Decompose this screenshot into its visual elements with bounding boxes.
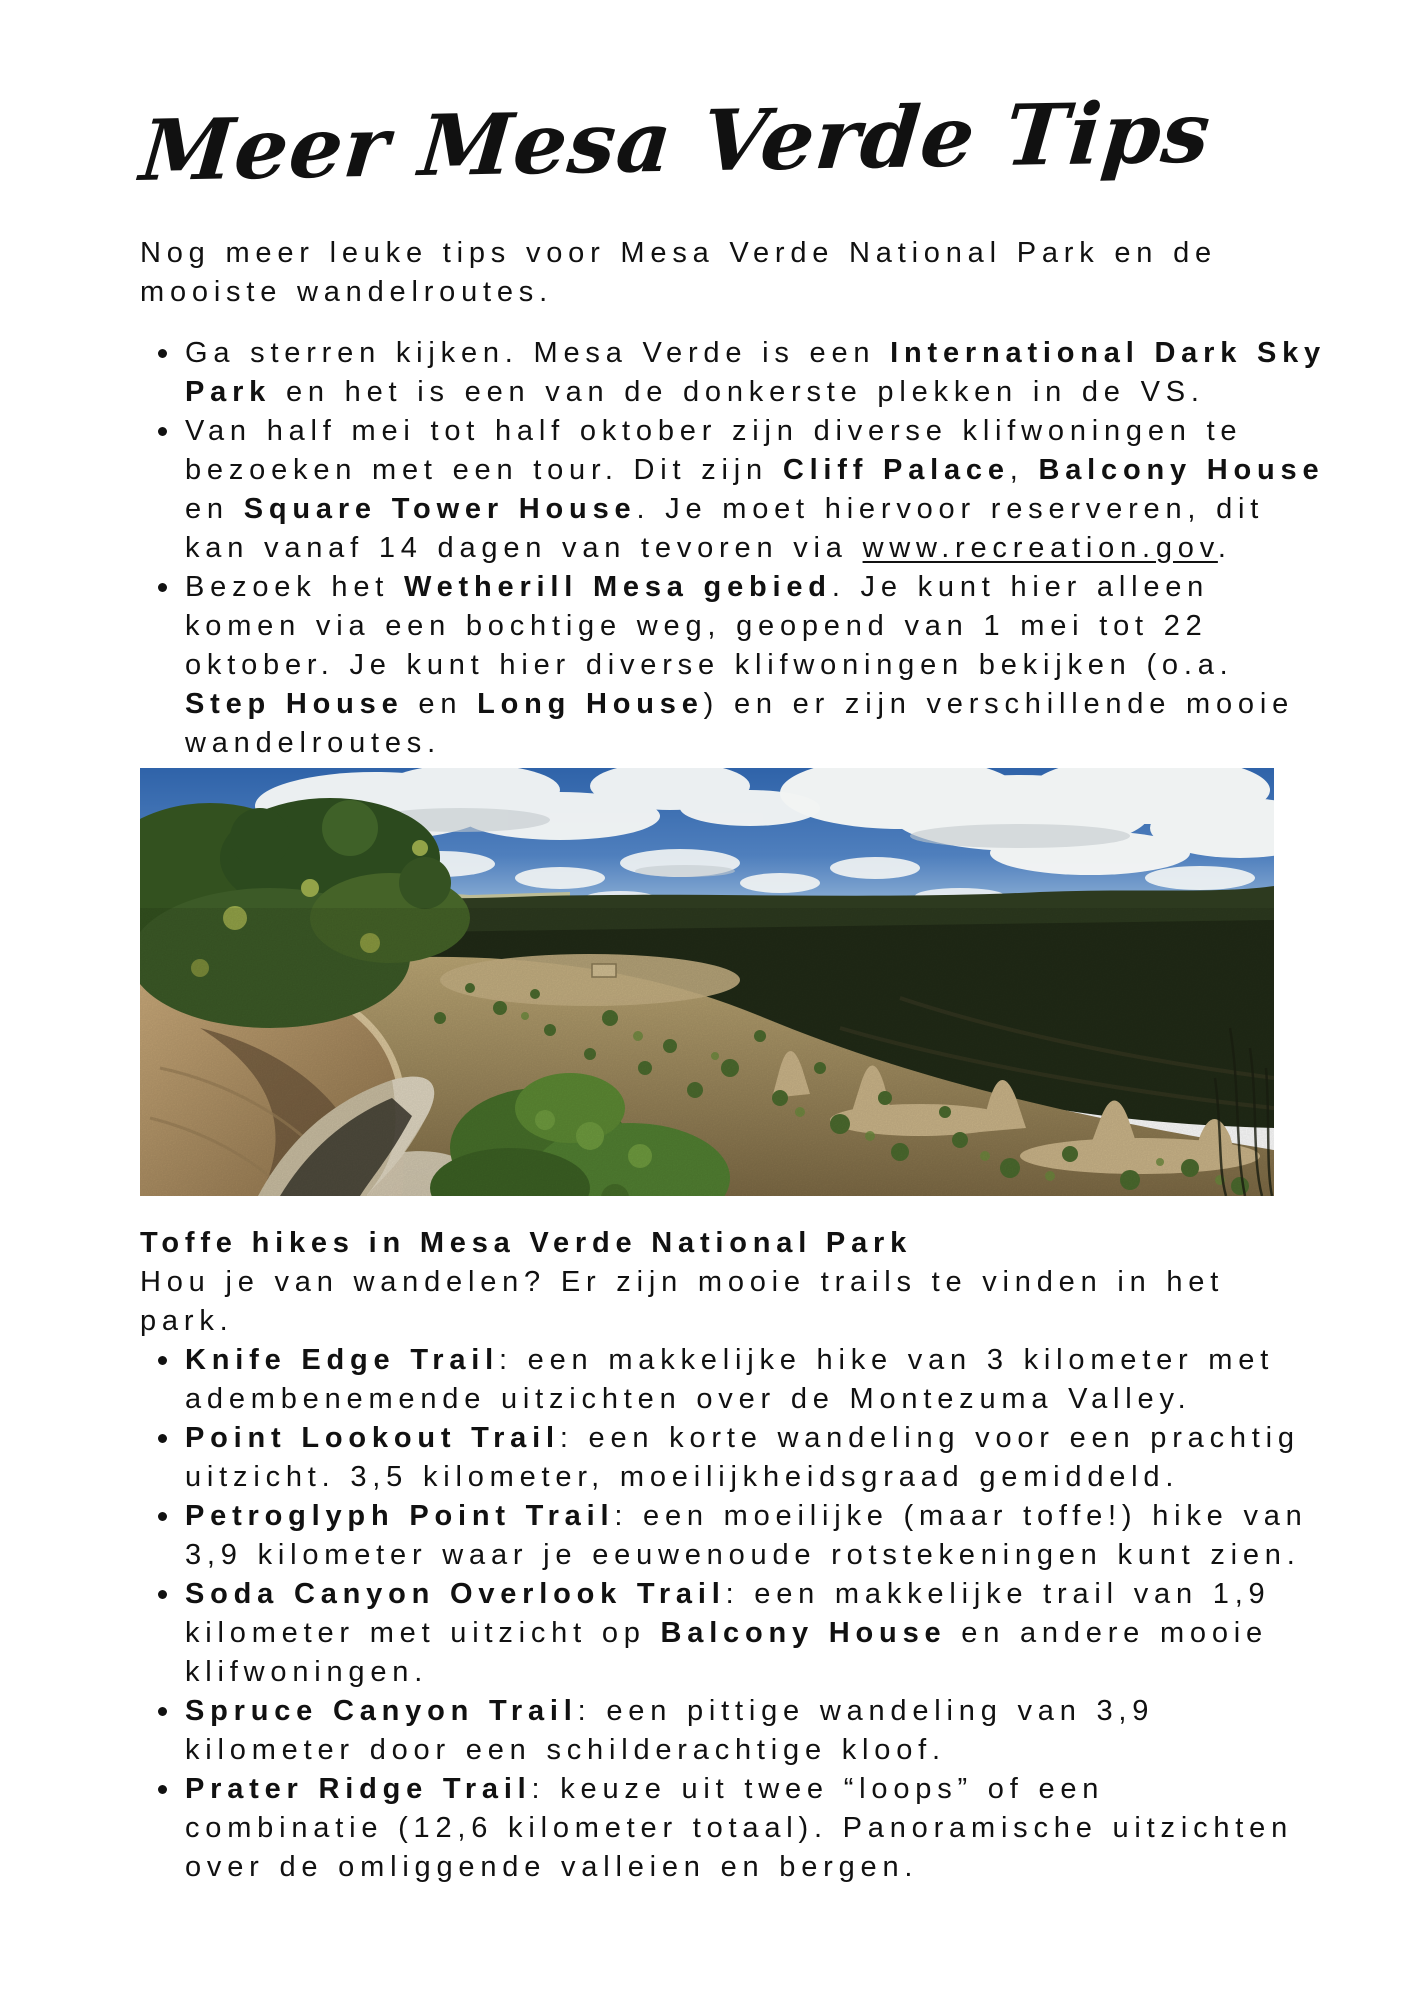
text-line: mooiste wandelroutes.	[140, 276, 553, 308]
text-segment: ) en er zijn verschillende mooie	[703, 688, 1294, 720]
trail-name: Petroglyph Point Trail	[185, 1500, 615, 1532]
highlight-text: Step House	[185, 688, 404, 720]
tip-item	[185, 568, 1294, 763]
text-segment: Van half mei tot half oktober zijn diverse klifwoningen te	[185, 415, 1243, 447]
text-segment: over de omliggende valleien en bergen.	[185, 1851, 919, 1883]
text-segment: . Je moet hiervoor reserveren, dit	[636, 493, 1265, 525]
text-segment: : een moeilijke (maar toffe!) hike van	[614, 1500, 1308, 1532]
text-line: park.	[140, 1305, 234, 1337]
text-segment: komen via een bochtige weg, geopend van 1 mei tot 22	[185, 610, 1208, 642]
text-segment: 3,9 kilometer waar je eeuwenoude rotstekeningen kunt zien.	[185, 1539, 1301, 1571]
recreation-gov-link[interactable]: www.recreation.gov	[862, 532, 1218, 564]
highlight-text: Long House	[477, 688, 704, 720]
trail-item	[185, 1341, 1274, 1419]
text-segment: Bezoek het	[185, 571, 404, 603]
text-segment: .	[1217, 532, 1232, 564]
text-line: Nog meer leuke tips voor Mesa Verde National Park en de	[140, 237, 1217, 269]
trail-name: Soda Canyon Overlook Trail	[185, 1578, 726, 1610]
text-segment: : keuze uit twee “loops” of een	[531, 1773, 1105, 1805]
hikes-heading: Toffe hikes in Mesa Verde National Park	[140, 1227, 913, 1259]
text-line: Hou je van wandelen? Er zijn mooie trails te vinden in het	[140, 1266, 1225, 1298]
tip-item	[185, 412, 1325, 568]
text-segment: : een makkelijke trail van 1,9	[725, 1578, 1271, 1610]
trail-item	[185, 1692, 1274, 1770]
text-segment: en	[403, 688, 478, 720]
trail-name: Spruce Canyon Trail	[185, 1695, 578, 1727]
text-segment: klifwoningen.	[185, 1656, 429, 1688]
trail-name: Knife Edge Trail	[185, 1344, 499, 1376]
text-segment: combinatie (12,6 kilometer totaal). Panoramische uitzichten	[185, 1812, 1294, 1844]
text-segment: : een makkelijke hike van 3 kilometer met	[498, 1344, 1275, 1376]
text-segment: kilometer door een schilderachtige kloof.	[185, 1734, 946, 1766]
text-segment: : een korte wandeling voor een prachtig	[559, 1422, 1300, 1454]
hikes-intro	[140, 1263, 1274, 1341]
text-segment: . Je kunt hier alleen	[831, 571, 1210, 603]
text-segment: bezoeken met een tour. Dit zijn	[185, 454, 783, 486]
trail-item	[185, 1575, 1274, 1692]
highlight-text: Square Tower House	[243, 493, 637, 525]
text-segment: wandelroutes.	[185, 727, 441, 759]
highlight-text: Wetherill Mesa gebied	[403, 571, 832, 603]
trail-item	[185, 1497, 1308, 1575]
highlight-text: Cliff Palace	[782, 454, 1010, 486]
text-segment: kilometer met uitzicht op	[185, 1617, 661, 1649]
intro-paragraph	[140, 234, 1274, 312]
text-segment: : een pittige wandeling van 3,9	[577, 1695, 1155, 1727]
text-segment: uitzicht. 3,5 kilometer, moeilijkheidsgraad gemiddeld.	[185, 1461, 1180, 1493]
highlight-text: International Dark Sky	[890, 337, 1326, 369]
text-segment: Ga sterren kijken. Mesa Verde is een	[185, 337, 891, 369]
trail-name: Point Lookout Trail	[185, 1422, 560, 1454]
highlight-text: Balcony House	[1038, 454, 1325, 486]
canyon-photo-illustration	[140, 768, 1274, 1196]
trail-name: Prater Ridge Trail	[185, 1773, 532, 1805]
highlight-text: Park	[185, 376, 272, 408]
text-segment: kan vanaf 14 dagen van tevoren via	[185, 532, 863, 564]
text-segment: oktober. Je kunt hier diverse klifwoningen bekijken (o.a.	[185, 649, 1234, 681]
text-segment: en andere mooie	[946, 1617, 1268, 1649]
text-segment: en het is een van de donkerste plekken in de VS.	[271, 376, 1205, 408]
tip-item	[185, 334, 1326, 412]
page-title: Meer Mesa Verde Tips	[136, 82, 1215, 201]
tips-list	[140, 334, 1326, 763]
text-segment: en	[185, 493, 244, 525]
trails-list	[140, 1341, 1308, 1887]
trail-item	[185, 1770, 1294, 1887]
text-segment: ,	[1009, 454, 1039, 486]
trail-item	[185, 1419, 1300, 1497]
canyon-photo	[140, 768, 1274, 1196]
text-segment: adembenemende uitzichten over de Montezuma Valley.	[185, 1383, 1192, 1415]
highlight-text: Balcony House	[660, 1617, 947, 1649]
